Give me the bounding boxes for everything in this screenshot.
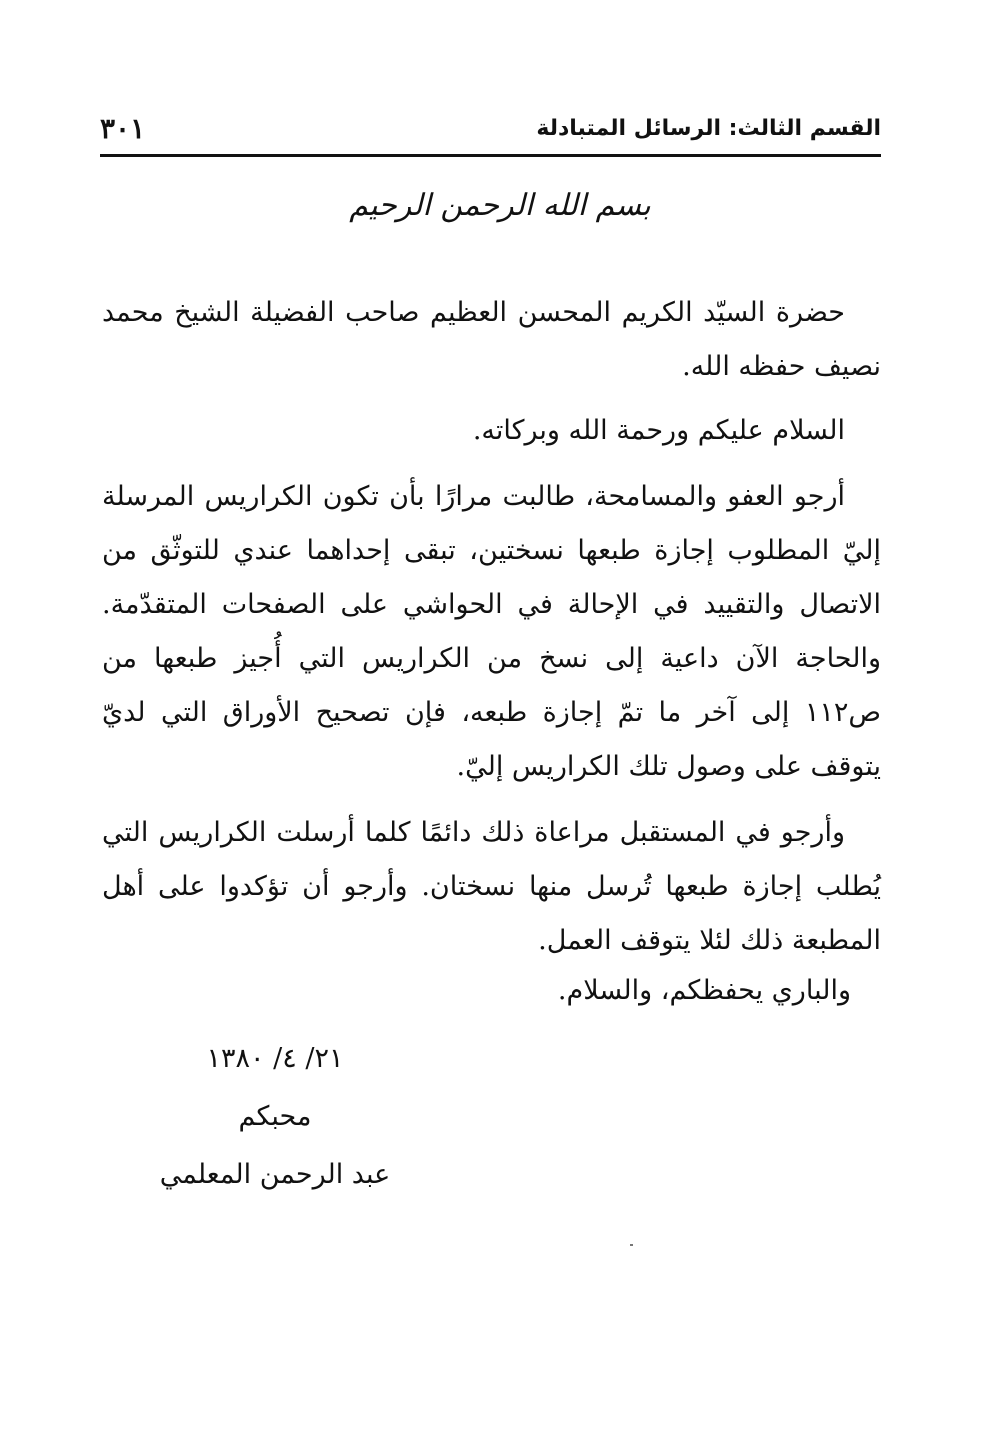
- letter-paragraph-2: وأرجو في المستقبل مراعاة ذلك دائمًا كلما أرسلت الكراريس التي يُطلب إجازة طبعها تُرسل منها نسختان. وأرجو أن تؤكدوا على أهل المطبعة ذلك لئلا يتوقف العمل.: [102, 817, 881, 956]
- letter-greeting: السلام عليكم ورحمة الله وبركاته.: [472, 415, 845, 446]
- header-divider: [100, 154, 881, 157]
- letter-body: [102, 286, 881, 980]
- page-header: [100, 110, 881, 150]
- section-title: القسم الثالث: الرسائل المتبادلة: [536, 116, 881, 141]
- letter-paragraph-1: أرجو العفو والمسامحة، طالبت مرارًا بأن تكون الكراريس المرسلة إليّ المطلوب إجازة طبعها نسختين، تبقى إحداهما عندي للتوثّق من الاتصال والتقييد في الإحالة في الحواشي على الصفحات المتقدّمة. والحاجة الآن داعية إلى نسخ من الكراريس التي أُجيز طبعها من ص١١٢ إلى آخر ما تمّ إجازة طبعه، فإن تصحيح الأوراق التي لديّ يتوقف على وصول تلك الكراريس إليّ.: [102, 481, 881, 782]
- scan-speck: [630, 1244, 633, 1246]
- author-name: عبد الرحمن المعلمي: [159, 1159, 391, 1190]
- page-number: ٣٠١: [100, 112, 146, 145]
- signature-block: [150, 1030, 400, 1204]
- letter-closing: والباري يحفظكم، والسلام.: [557, 975, 851, 1006]
- letter-date: ٢١/ ٤/ ١٣٨٠: [206, 1043, 344, 1074]
- basmala-calligraphy: بسم الله الرحمن الرحيم: [349, 188, 651, 223]
- valediction: محبكم: [238, 1101, 312, 1132]
- letter-salutation: حضرة السيّد الكريم المحسن العظيم صاحب الفضيلة الشيخ محمد نصيف حفظه الله.: [102, 297, 881, 382]
